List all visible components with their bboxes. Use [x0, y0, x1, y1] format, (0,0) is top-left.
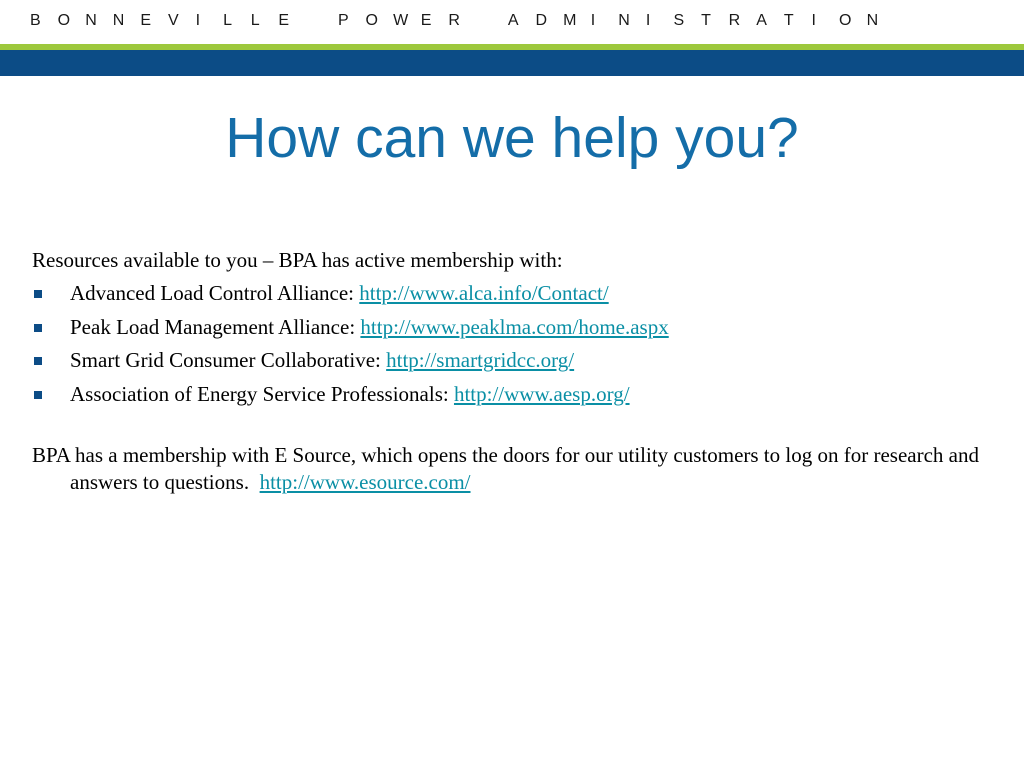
- square-bullet-icon: [34, 290, 42, 298]
- resource-name: Advanced Load Control Alliance:: [70, 281, 360, 305]
- org-name: [30, 12, 1020, 30]
- org-letter: B: [30, 12, 41, 29]
- resource-link[interactable]: http://www.peaklma.com/home.aspx: [360, 314, 669, 339]
- resource-name: Association of Energy Service Professionals:: [70, 381, 454, 406]
- org-letter: S: [673, 12, 685, 29]
- resource-name: Peak Load Management Alliance:: [70, 314, 361, 339]
- intro-text: Resources available to you – BPA has active membership with:: [32, 248, 563, 272]
- square-bullet-icon: [34, 324, 42, 332]
- slide-title: How can we help you?: [225, 106, 799, 170]
- list-item: [32, 347, 982, 374]
- resource-link[interactable]: http://smartgridcc.org/: [386, 348, 575, 372]
- list-item: [32, 280, 982, 307]
- org-letter: T: [701, 12, 711, 29]
- org-letter: E: [278, 12, 290, 29]
- esource-link[interactable]: http://www.esource.com/: [259, 469, 471, 494]
- resource-link[interactable]: http://www.alca.info/Contact/: [359, 281, 609, 305]
- square-bullet-icon: [34, 391, 42, 399]
- resource-name: Smart Grid Consumer Collaborative:: [70, 348, 387, 372]
- org-letter: O: [365, 12, 378, 29]
- org-letter: N: [866, 12, 879, 29]
- org-letter: I: [811, 12, 816, 29]
- org-letter: R: [448, 12, 460, 29]
- org-letter: R: [728, 12, 741, 29]
- org-letter: W: [393, 12, 409, 29]
- org-letter: T: [783, 12, 794, 29]
- org-letter: E: [140, 12, 152, 29]
- org-letter: N: [112, 12, 125, 29]
- header: [0, 0, 1024, 44]
- org-letter: A: [507, 12, 519, 29]
- slide-body: [32, 247, 982, 496]
- org-letter: O: [839, 12, 852, 29]
- org-letter: D: [535, 12, 548, 29]
- list-item: [32, 314, 982, 341]
- org-letter: O: [57, 12, 71, 29]
- org-letter: I: [590, 12, 596, 29]
- org-letter: N: [618, 12, 630, 29]
- org-letter: I: [195, 12, 201, 29]
- resource-list: [32, 280, 982, 408]
- blue-header-band: [0, 50, 1024, 76]
- org-word: [30, 12, 306, 30]
- org-letter: E: [420, 12, 432, 29]
- list-item: [32, 381, 982, 408]
- resource-link[interactable]: http://www.aesp.org/: [453, 381, 630, 406]
- esource-text: BPA has a membership with E Source, which opens the doors for our utility customers to log on for research and answers to questions.: [32, 442, 979, 494]
- org-letter: N: [85, 12, 97, 29]
- org-letter: L: [250, 12, 260, 29]
- org-letter: P: [337, 12, 349, 29]
- org-word: [508, 12, 894, 30]
- org-letter: V: [167, 12, 179, 29]
- org-letter: A: [756, 12, 767, 29]
- org-letter: M: [563, 12, 577, 29]
- org-word: [338, 12, 476, 30]
- esource-paragraph: [32, 442, 982, 496]
- org-letter: L: [223, 12, 233, 29]
- org-letter: I: [645, 12, 651, 29]
- square-bullet-icon: [34, 357, 42, 365]
